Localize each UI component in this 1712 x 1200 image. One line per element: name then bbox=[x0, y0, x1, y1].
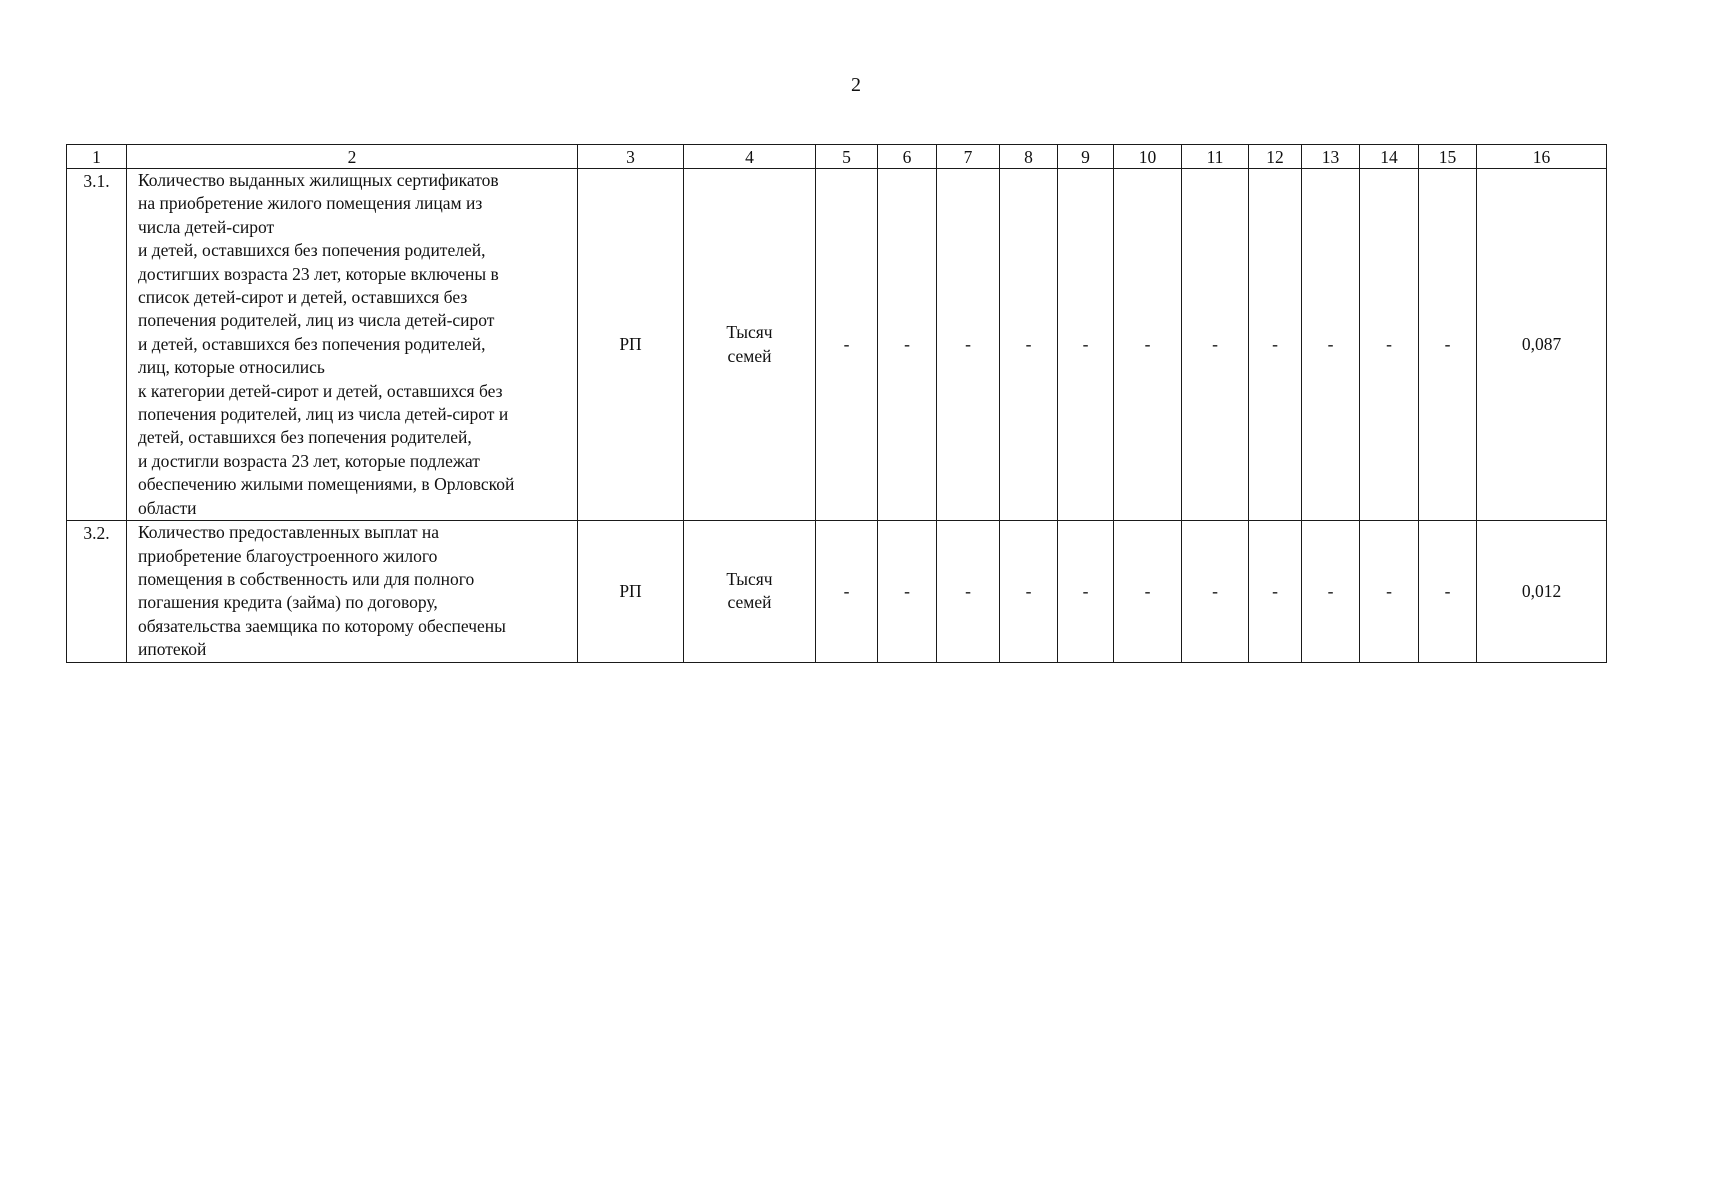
table-row bbox=[67, 521, 1607, 662]
header-cell: 14 bbox=[1360, 145, 1419, 169]
header-cell: 2 bbox=[127, 145, 578, 169]
description-line: и детей, оставшихся без попечения родителей, bbox=[138, 333, 486, 354]
description-line: обеспечению жилыми помещениями, в Орловской bbox=[138, 474, 515, 495]
header-cell: 11 bbox=[1182, 145, 1249, 169]
row-value-cell: - bbox=[1182, 521, 1249, 662]
row-value-cell: - bbox=[1000, 521, 1058, 662]
description-line: достигших возраста 23 лет, которые включены в bbox=[138, 263, 499, 284]
header-cell: 7 bbox=[937, 145, 1000, 169]
header-cell: 6 bbox=[878, 145, 937, 169]
row-description-cell bbox=[127, 521, 578, 662]
header-cell: 12 bbox=[1249, 145, 1302, 169]
description-line: Количество предоставленных выплат на bbox=[138, 522, 439, 543]
header-cell: 1 bbox=[67, 145, 127, 169]
row-level-cell: РП bbox=[578, 169, 684, 521]
description-line: и достигли возраста 23 лет, которые подлежат bbox=[138, 450, 480, 471]
row-value-cell: - bbox=[816, 521, 878, 662]
description-line: ипотекой bbox=[138, 639, 207, 660]
page-number: 2 bbox=[851, 74, 861, 96]
description-line: числа детей-сирот bbox=[138, 216, 275, 237]
description-line: на приобретение жилого помещения лицам из bbox=[138, 193, 483, 214]
header-cell: 3 bbox=[578, 145, 684, 169]
unit-line: семей bbox=[727, 592, 772, 613]
row-value-cell: - bbox=[878, 169, 937, 521]
header-cell: 4 bbox=[684, 145, 816, 169]
row-number-cell: 3.1. bbox=[67, 169, 127, 521]
row-value-cell: - bbox=[1249, 521, 1302, 662]
row-value-cell: - bbox=[1302, 521, 1360, 662]
row-value-cell: - bbox=[1249, 169, 1302, 521]
header-cell: 5 bbox=[816, 145, 878, 169]
description-line: и детей, оставшихся без попечения родителей, bbox=[138, 240, 486, 261]
description-line: обязательства заемщика по которому обеспечены bbox=[138, 615, 506, 636]
row-total-cell: 0,087 bbox=[1477, 169, 1607, 521]
row-value-cell: - bbox=[878, 521, 937, 662]
header-cell: 16 bbox=[1477, 145, 1607, 169]
header-row bbox=[67, 145, 1607, 169]
row-value-cell: - bbox=[1058, 169, 1114, 521]
description-line: помещения в собственность или для полного bbox=[138, 568, 475, 589]
row-value-cell: - bbox=[1114, 521, 1182, 662]
row-value-cell: - bbox=[1419, 521, 1477, 662]
row-value-cell: - bbox=[937, 521, 1000, 662]
description-line: приобретение благоустроенного жилого bbox=[138, 545, 438, 566]
unit-line: Тысяч bbox=[726, 568, 773, 589]
row-unit-cell bbox=[684, 169, 816, 521]
header-cell: 10 bbox=[1114, 145, 1182, 169]
description-line: к категории детей-сирот и детей, оставшихся без bbox=[138, 380, 503, 401]
header-cell: 15 bbox=[1419, 145, 1477, 169]
row-value-cell: - bbox=[1114, 169, 1182, 521]
description-line: области bbox=[138, 497, 197, 518]
row-value-cell: - bbox=[937, 169, 1000, 521]
row-unit-cell bbox=[684, 521, 816, 662]
row-value-cell: - bbox=[1000, 169, 1058, 521]
unit-line: семей bbox=[727, 345, 772, 366]
row-value-cell: - bbox=[816, 169, 878, 521]
table-row bbox=[67, 169, 1607, 521]
header-cell: 9 bbox=[1058, 145, 1114, 169]
description-line: погашения кредита (займа) по договору, bbox=[138, 592, 438, 613]
row-description-cell bbox=[127, 169, 578, 521]
description-line: попечения родителей, лиц из числа детей-сирот bbox=[138, 310, 495, 331]
row-level-cell: РП bbox=[578, 521, 684, 662]
row-value-cell: - bbox=[1058, 521, 1114, 662]
indicators-table bbox=[66, 144, 1607, 663]
description-line: список детей-сирот и детей, оставшихся без bbox=[138, 287, 468, 308]
header-cell: 8 bbox=[1000, 145, 1058, 169]
row-value-cell: - bbox=[1419, 169, 1477, 521]
row-value-cell: - bbox=[1360, 521, 1419, 662]
description-line: лиц, которые относились bbox=[138, 357, 325, 378]
description-line: Количество выданных жилищных сертификатов bbox=[138, 170, 499, 190]
header-cell: 13 bbox=[1302, 145, 1360, 169]
row-total-cell: 0,012 bbox=[1477, 521, 1607, 662]
row-value-cell: - bbox=[1182, 169, 1249, 521]
unit-line: Тысяч bbox=[726, 322, 773, 343]
row-value-cell: - bbox=[1360, 169, 1419, 521]
description-line: попечения родителей, лиц из числа детей-сирот и bbox=[138, 404, 509, 425]
row-number-cell: 3.2. bbox=[67, 521, 127, 662]
description-line: детей, оставшихся без попечения родителей, bbox=[138, 427, 472, 448]
row-value-cell: - bbox=[1302, 169, 1360, 521]
